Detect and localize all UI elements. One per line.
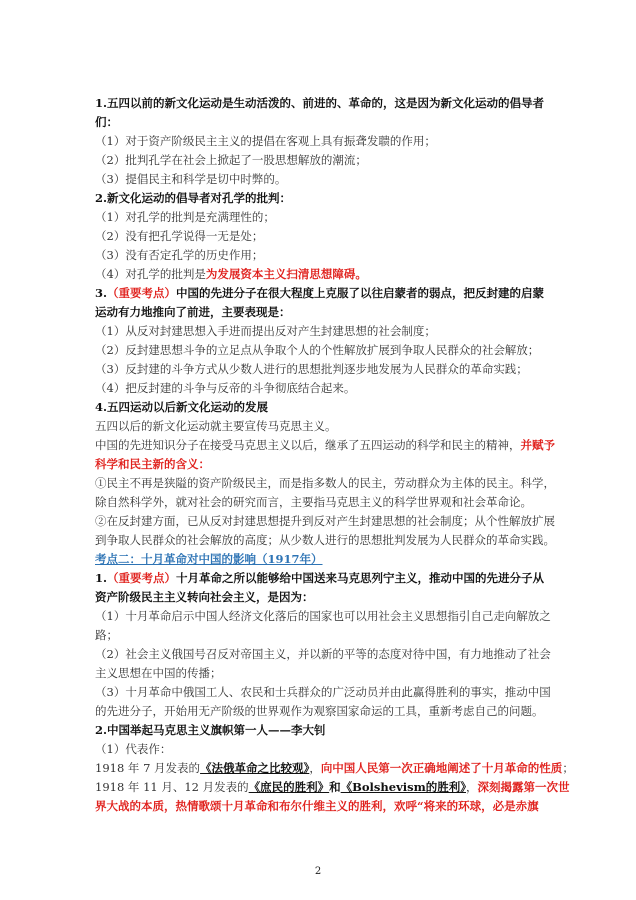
s4-point-1-line2: 除自然科学外，就对社会的研究而言，主要指马克思主义的科学世界观和社会革命论。 bbox=[95, 495, 532, 509]
k1-item-3-line1: （3）十月革命中俄国工人、农民和士兵群众的广泛动员并由此赢得胜利的事实，推动中国 bbox=[95, 685, 551, 699]
s3-item-2: （2）反封建思想斗争的立足点从争取个人的个性解放扩展到争取人民群众的社会解放； bbox=[95, 343, 540, 357]
k2-work-1-sep: ， bbox=[309, 761, 321, 775]
s2-item-1: （1）对孔学的批判是充满理性的； bbox=[95, 210, 275, 224]
k1-key-tag: （重要考点） bbox=[107, 571, 177, 585]
s1-item-3: （3）提倡民主和科学是切中时弊的。 bbox=[95, 172, 287, 186]
k2-item-1: （1）代表作： bbox=[95, 742, 172, 756]
s4-title: 4.五四运动以后新文化运动的发展 bbox=[95, 400, 269, 414]
k2-work-2-line1 bbox=[95, 780, 570, 795]
s4-para-2-line1 bbox=[95, 438, 555, 453]
s3-title-rest: 中国的先进分子在很大程度上克服了以往启蒙者的弱点，把反封建的启蒙 bbox=[176, 286, 545, 300]
s1-item-2: （2）批判孔学在社会上掀起了一股思想解放的潮流； bbox=[95, 153, 367, 167]
s4-point-2-line2: 到争取人民群众的社会解放的高度；从少数人进行的思想批判发展为人民群众的革命实践。 bbox=[95, 533, 555, 547]
k2-title: 2.中国举起马克思主义旗帜第一人——李大钊 bbox=[95, 723, 326, 737]
k2-work-2-date: 1918 年 11 月、12 月发表的 bbox=[95, 780, 249, 794]
s2-title: 2.新文化运动的倡导者对孔学的批判： bbox=[95, 191, 292, 205]
k2-work-2-red: 深刻揭露第一次世 bbox=[477, 780, 570, 794]
s1-title-line2: 们： bbox=[95, 115, 118, 129]
k2-work-1-date: 1918 年 7 月发表的 bbox=[95, 761, 201, 775]
s1-title-line1: 1.五四以前的新文化运动是生动活泼的、前进的、革命的，这是因为新文化运动的倡导者 bbox=[95, 96, 545, 110]
k1-item-1-line1: （1）十月革命启示中国人经济文化落后的国家也可以用社会主义思想指引自己走向解放之 bbox=[95, 609, 551, 623]
k1-title-line2: 资产阶级民主主义转向社会主义，是因为： bbox=[95, 590, 314, 604]
s3-item-4: （4）把反封建的斗争与反帝的斗争彻底结合起来。 bbox=[95, 381, 356, 395]
s2-item-4-highlight: 为发展资本主义扫清思想障碍。 bbox=[205, 267, 367, 281]
s1-item-1: （1）对于资产阶级民主主义的提倡在客观上具有振聋发聩的作用； bbox=[95, 134, 436, 148]
s2-item-4 bbox=[95, 267, 367, 282]
k2-work-1-end: ； bbox=[562, 761, 574, 775]
k2-work-2-line2: 界大战的本质，热情歌颂十月革命和布尔什维主义的胜利，欢呼“将来的环球，必是赤旗 bbox=[95, 799, 539, 813]
k1-item-2-line1: （2）社会主义俄国号召反对帝国主义，并以新的平等的态度对待中国，有力地推动了社会 bbox=[95, 647, 551, 661]
k1-num: 1. bbox=[95, 571, 108, 585]
k2-work-2-sep: ， bbox=[466, 780, 478, 794]
s3-key-tag: （重要考点） bbox=[107, 286, 177, 300]
k2-work-1-red: 向中国人民第一次正确地阐述了十月革命的性质 bbox=[320, 761, 563, 775]
s3-title-line2: 运动有力地推向了前进，主要表现是： bbox=[95, 305, 291, 319]
s3-item-1: （1）从反对封建思想入手进而提出反对产生封建思想的社会制度； bbox=[95, 324, 436, 338]
k1-title-rest: 十月革命之所以能够给中国送来马克思列宁主义，推动中国的先进分子从 bbox=[176, 571, 545, 585]
k2-work-1 bbox=[95, 761, 574, 776]
s2-item-3: （3）没有否定孔学的历史作用； bbox=[95, 248, 264, 262]
page-number: 2 bbox=[314, 866, 322, 877]
s3-item-3: （3）反封建的斗争方式从少数人进行的思想批判逐步地发展为人民群众的革命实践； bbox=[95, 362, 528, 376]
k2-work-2-and: 和 bbox=[329, 780, 341, 794]
s3-title-line1 bbox=[95, 286, 544, 301]
k1-item-3-line2: 的先进分子，开始用无产阶级的世界观作为观察国家命运的工具，重新考虑自己的问题。 bbox=[95, 704, 544, 718]
k1-item-2-line2: 主义思想在中国的传播； bbox=[95, 666, 222, 680]
s3-num: 3. bbox=[95, 286, 108, 300]
s2-item-4-prefix: （4）对孔学的批判是 bbox=[95, 267, 206, 281]
s2-item-2: （2）没有把孔学说得一无是处； bbox=[95, 229, 264, 243]
s4-point-2-line1: ②在反封建方面，已从反对封建思想提升到反对产生封建思想的社会制度；从个性解放扩展 bbox=[95, 514, 555, 528]
s4-para-2-red: 并赋予 bbox=[520, 438, 555, 452]
s4-para-1: 五四以后的新文化运动就主要宣传马克思主义。 bbox=[95, 419, 337, 433]
s4-para-2-line2: 科学和民主新的含义： bbox=[95, 457, 210, 471]
k2-work-2-title-1: 《庶民的胜利》 bbox=[248, 780, 330, 794]
k1-item-1-line2: 路； bbox=[95, 628, 118, 642]
k1-title-line1 bbox=[95, 571, 544, 586]
s4-para-2-normal: 中国的先进知识分子在接受马克思主义以后，继承了五四运动的科学和民主的精神， bbox=[95, 438, 521, 452]
k2-work-1-title: 《法俄革命之比较观》 bbox=[200, 761, 310, 775]
k2-work-2-title-2: 《Bolshevism的胜利》 bbox=[340, 780, 467, 794]
key-point-2-heading: 考点二：十月革命对中国的影响（1917年） bbox=[95, 552, 323, 566]
s4-point-1-line1: ①民主不再是狭隘的资产阶级民主，而是指多数人的民主，劳动群众为主体的民主。科学， bbox=[95, 476, 555, 490]
